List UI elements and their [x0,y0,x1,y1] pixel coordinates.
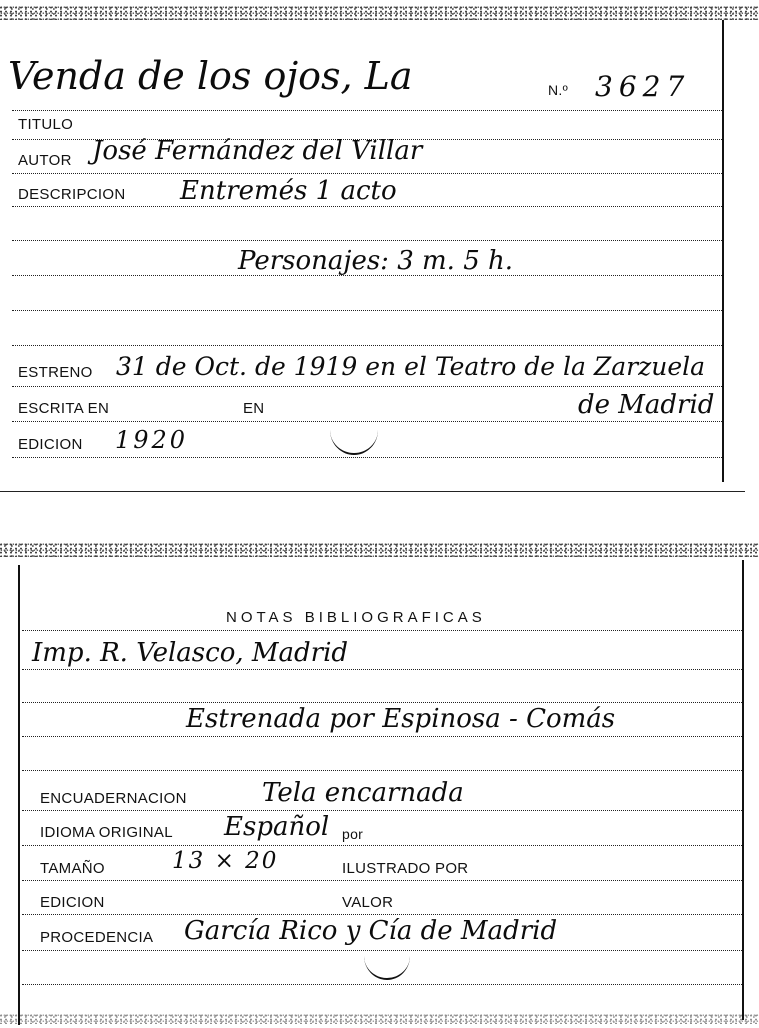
catalog-card-top [0,0,745,492]
rule-procedencia [22,950,742,951]
rule-title [12,110,722,111]
rule-blank-6 [22,984,742,985]
procedencia-label: PROCEDENCIA [40,929,154,946]
por-label: por [342,826,364,842]
catalog-card-bottom [0,540,745,1028]
encuadernacion-label: ENCUADERNACION [40,790,187,807]
rule-edicion-bottom [22,914,742,915]
rule-blank-4 [22,702,742,703]
rule-descripcion [12,206,722,207]
en-label: EN [243,400,265,417]
stamp-mark [330,405,378,455]
descripcion-value: Entremés 1 acto [180,176,397,206]
number-label: N.º [548,82,569,98]
edicion-value: 1920 [115,426,189,454]
madrid-value: de Madrid [578,390,715,420]
estreno-label: ESTRENO [18,364,93,381]
rule-personajes [12,275,722,276]
rule-idioma [22,845,742,846]
autor-value: José Fernández del Villar [92,136,423,166]
card-top-bottom-edge [0,491,745,492]
tamano-label: TAMAÑO [40,860,105,877]
rule-blank-1 [12,240,722,241]
rule-estreno [12,386,722,387]
rule-imprenta [22,669,742,670]
title-value: Venda de los ojos, La [8,54,413,98]
idioma-original-label: IDIOMA ORIGINAL [40,824,173,841]
edicion-bottom-label: EDICION [40,894,105,911]
stamp-mark-bottom [364,932,410,980]
card-top-right-border [722,20,724,482]
idioma-original-value: Español [224,812,330,842]
personajes-value: Personajes: 3 m. 5 h. [238,246,514,276]
ilustrado-por-label: ILUSTRADO POR [342,860,469,877]
imprenta-value: Imp. R. Velasco, Madrid [32,638,349,668]
rule-autor [12,173,722,174]
rule-edicion [12,457,722,458]
edicion-label: EDICION [18,436,83,453]
rule-encuadernacion [22,810,742,811]
rule-blank-5 [22,770,742,771]
autor-label: AUTOR [18,152,72,169]
card-bottom-left-border [18,565,20,1025]
estrenada-value: Estrenada por Espinosa - Comás [186,704,616,734]
rule-notes-title [22,630,742,631]
rule-blank-3 [12,345,722,346]
notas-bibliograficas-title: NOTAS BIBLIOGRAFICAS [226,609,486,626]
card-bottom-right-border [742,560,744,1020]
number-value: 3627 [595,70,691,103]
rule-tamano [22,880,742,881]
rule-blank-2 [12,310,722,311]
escrita-en-label: ESCRITA EN [18,400,110,417]
valor-label: VALOR [342,894,394,911]
procedencia-value: García Rico y Cía de Madrid [184,916,558,946]
encuadernacion-value: Tela encarnada [262,778,464,808]
rule-estrenada [22,736,742,737]
descripcion-label: DESCRIPCION [18,186,126,203]
estreno-value: 31 de Oct. de 1919 en el Teatro de la Zarzuela [116,352,706,381]
titulo-label: TITULO [18,116,74,133]
tamano-value: 13 × 20 [172,848,279,874]
